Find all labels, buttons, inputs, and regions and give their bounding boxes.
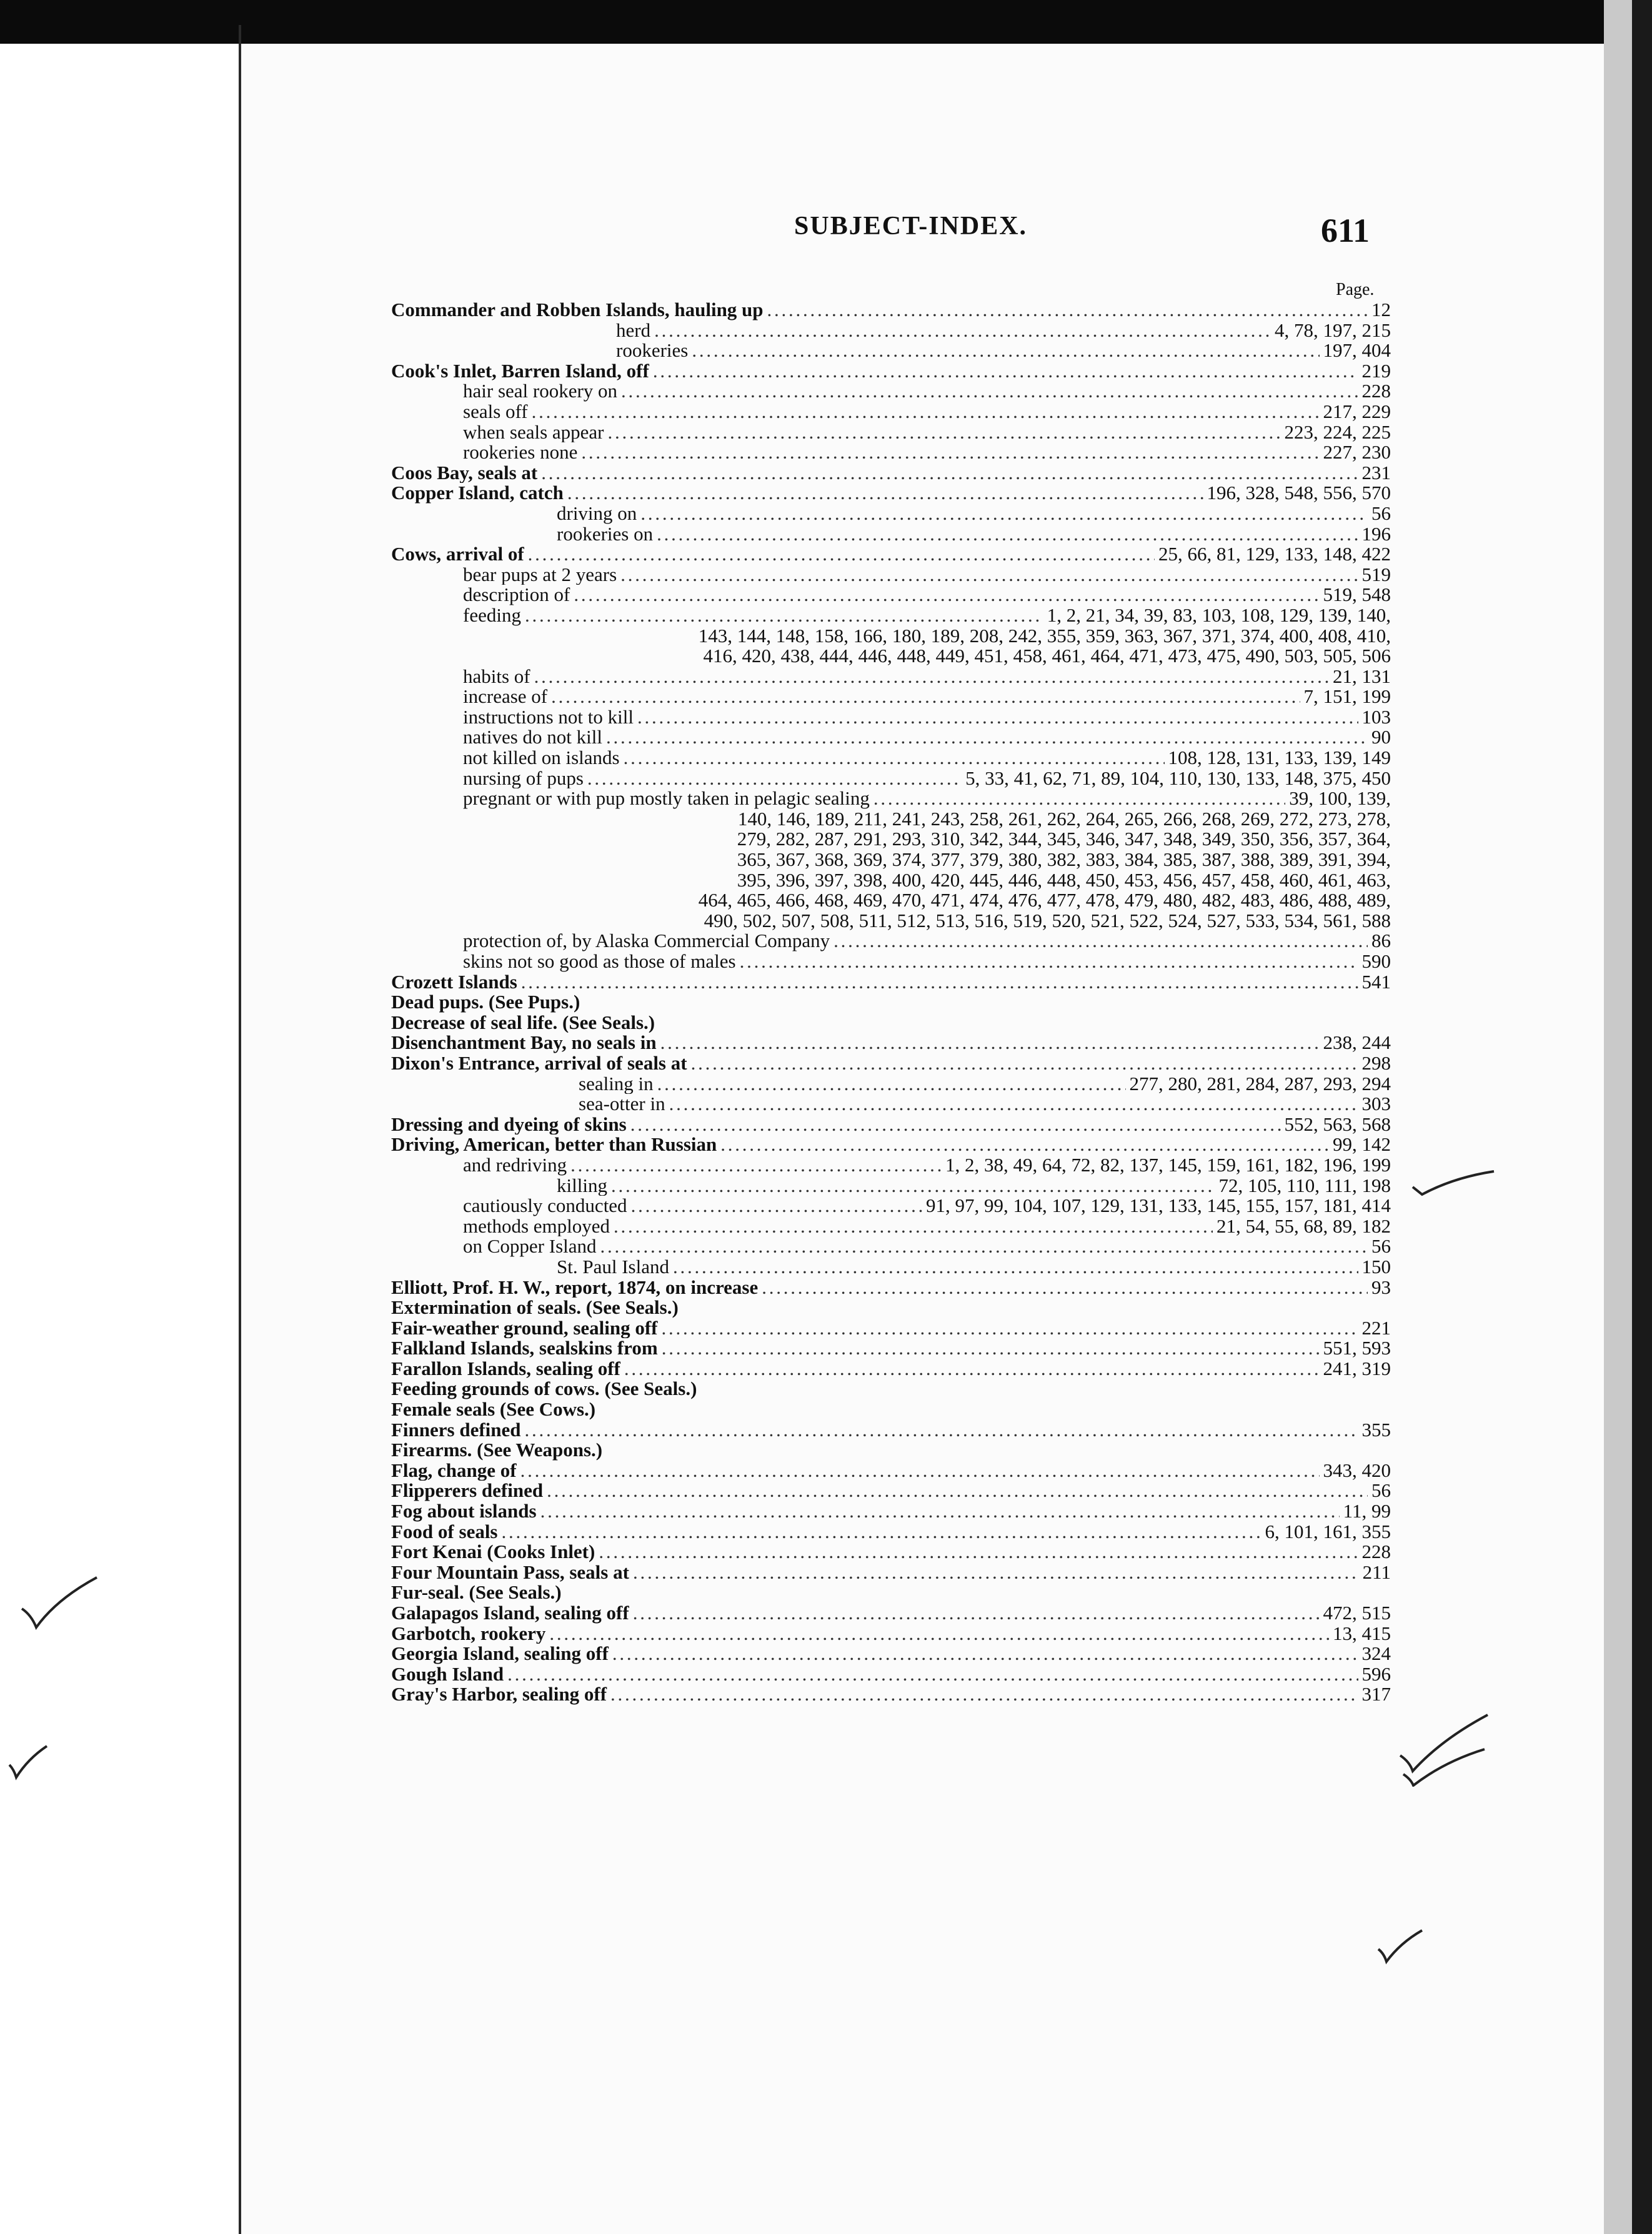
- dot-leader: [630, 1115, 1281, 1134]
- index-entry: [391, 565, 1391, 585]
- entry-heading: instructions not to kill: [463, 707, 634, 728]
- dot-leader: [669, 1094, 1358, 1114]
- entry-pages: 519, 548: [1323, 585, 1391, 605]
- index-entry: [391, 646, 1391, 667]
- index-entry: [391, 1582, 1391, 1603]
- index-entry: [391, 1562, 1391, 1583]
- dot-leader: [740, 951, 1358, 971]
- index-entry: [391, 504, 1391, 524]
- index-entry: [391, 1074, 1391, 1095]
- entry-heading: Dressing and dyeing of skins: [391, 1114, 627, 1135]
- entry-heading: not killed on islands: [463, 748, 620, 768]
- entry-pages: 6, 101, 161, 355: [1265, 1521, 1391, 1542]
- entry-pages: 21, 54, 55, 68, 89, 182: [1217, 1216, 1391, 1237]
- entry-heading: Dixon's Entrance, arrival of seals at: [391, 1053, 687, 1074]
- dot-leader: [525, 1420, 1358, 1440]
- entry-heading: feeding: [463, 605, 521, 626]
- entry-heading: Georgia Island, sealing off: [391, 1644, 609, 1664]
- entry-heading: Dead pups. (See Pups.): [391, 992, 580, 1013]
- index-entry: [391, 1278, 1391, 1298]
- entry-heading: Flag, change of: [391, 1460, 517, 1481]
- dot-leader: [534, 667, 1329, 687]
- index-entry: [391, 1501, 1391, 1522]
- dot-leader: [657, 1074, 1126, 1094]
- index-entry: [391, 320, 1391, 341]
- entry-pages: 39, 100, 139,: [1289, 788, 1391, 809]
- dot-leader: [624, 1359, 1320, 1379]
- index-entry: [391, 829, 1391, 850]
- index-entry: [391, 381, 1391, 402]
- entry-heading: description of: [463, 585, 570, 605]
- scan-top-border: [0, 0, 1652, 44]
- entry-pages: 56: [1371, 503, 1391, 524]
- dot-leader: [507, 1664, 1358, 1684]
- entry-pages: 196, 328, 548, 556, 570: [1207, 483, 1391, 504]
- dot-leader: [532, 402, 1320, 422]
- index-entry: [391, 687, 1391, 707]
- index-entry: [391, 1236, 1391, 1257]
- entry-pages: 196: [1361, 524, 1391, 545]
- entry-heading: Four Mountain Pass, seals at: [391, 1562, 629, 1583]
- entry-heading: Farallon Islands, sealing off: [391, 1358, 620, 1379]
- index-entry: [391, 1196, 1391, 1216]
- index-entry: [391, 300, 1391, 320]
- dot-leader: [551, 687, 1300, 707]
- entry-pages: 303: [1361, 1094, 1391, 1115]
- dot-leader: [570, 1155, 942, 1175]
- entry-pages-continued: 140, 146, 189, 211, 241, 243, 258, 261, 262, 264, 265, 266, 268, 269, 272, 273, 278,: [737, 808, 1391, 830]
- index-entry: [391, 1542, 1391, 1562]
- entry-heading: sealing in: [579, 1073, 654, 1095]
- entry-heading: Female seals (See Cows.): [391, 1399, 596, 1420]
- index-entry: [391, 870, 1391, 891]
- entry-heading: Fur-seal. (See Seals.): [391, 1582, 562, 1603]
- entry-heading: Food of seals: [391, 1521, 498, 1542]
- entry-pages: 343, 420: [1323, 1460, 1391, 1481]
- entry-pages: 7, 151, 199: [1303, 687, 1391, 707]
- entry-heading: natives do not kill: [463, 727, 603, 748]
- index-entry: [391, 483, 1391, 504]
- dot-leader: [637, 707, 1358, 727]
- entry-heading: Extermination of seals. (See Seals.): [391, 1298, 679, 1318]
- entry-heading: and redriving: [463, 1154, 567, 1176]
- dot-leader: [606, 727, 1368, 747]
- handwritten-check-mark-icon: [6, 1743, 50, 1780]
- entry-pages: 72, 105, 110, 111, 198: [1218, 1175, 1391, 1196]
- dot-leader: [873, 788, 1285, 808]
- index-entry: [391, 1624, 1391, 1644]
- entry-heading: Falkland Islands, sealskins from: [391, 1338, 658, 1359]
- entry-heading: seals off: [463, 401, 528, 422]
- entry-heading: Elliott, Prof. H. W., report, 1874, on increase: [391, 1277, 759, 1298]
- dot-leader: [528, 544, 1155, 564]
- handwritten-check-mark-icon: [1397, 1712, 1491, 1787]
- dot-leader: [640, 504, 1368, 524]
- index-entry: [391, 768, 1391, 789]
- index-entry: [391, 707, 1391, 728]
- index-entry: [391, 524, 1391, 545]
- index-entry: [391, 727, 1391, 748]
- index-entry: [391, 1420, 1391, 1441]
- index-entry: [391, 1134, 1391, 1155]
- entry-pages: 219: [1361, 360, 1391, 382]
- entry-heading: Finners defined: [391, 1419, 521, 1441]
- entry-pages: 317: [1361, 1684, 1391, 1705]
- entry-heading: skins not so good as those of males: [463, 951, 736, 972]
- index-entry: [391, 1481, 1391, 1501]
- entry-heading: rookeries none: [463, 442, 578, 463]
- entry-heading: Cows, arrival of: [391, 544, 524, 565]
- index-entry: [391, 931, 1391, 951]
- entry-heading: Feeding grounds of cows. (See Seals.): [391, 1379, 697, 1400]
- entry-pages: 596: [1361, 1664, 1391, 1685]
- entry-heading: protection of, by Alaska Commercial Company: [463, 931, 830, 951]
- dot-leader: [673, 1257, 1358, 1277]
- index-entries: [391, 300, 1391, 1705]
- entry-pages: 228: [1361, 1542, 1391, 1562]
- entry-pages: 99, 142: [1333, 1134, 1391, 1155]
- entry-heading: sea-otter in: [579, 1094, 665, 1115]
- handwritten-check-mark-icon: [1410, 1168, 1497, 1199]
- entry-heading: rookeries on: [557, 524, 654, 545]
- entry-pages: 103: [1361, 707, 1391, 728]
- entry-pages-continued: 490, 502, 507, 508, 511, 512, 513, 516, 519, 520, 521, 522, 524, 527, 533, 534, 561, 588: [704, 910, 1391, 931]
- index-entry: [391, 1298, 1391, 1318]
- dot-leader: [587, 768, 962, 788]
- entry-heading: Gray's Harbor, sealing off: [391, 1684, 607, 1705]
- index-entry: [391, 951, 1391, 972]
- index-entry: [391, 1318, 1391, 1339]
- index-page: [241, 44, 1604, 2234]
- dot-leader: [567, 483, 1203, 503]
- entry-pages: 238, 244: [1323, 1033, 1391, 1053]
- page-header: [241, 211, 1604, 261]
- entry-heading: killing: [557, 1175, 607, 1196]
- entry-pages: 91, 97, 99, 104, 107, 129, 131, 133, 145, 155, 157, 181, 414: [926, 1196, 1391, 1216]
- index-entry: [391, 1115, 1391, 1135]
- page-number: 611: [1321, 212, 1370, 249]
- index-entry: [391, 442, 1391, 463]
- entry-pages: 277, 280, 281, 284, 287, 293, 294: [1129, 1073, 1391, 1095]
- entry-pages: 324: [1361, 1644, 1391, 1664]
- dot-leader: [653, 361, 1358, 381]
- index-entry: [391, 972, 1391, 993]
- entry-heading: Fog about islands: [391, 1501, 537, 1522]
- dot-leader: [574, 585, 1319, 605]
- entry-pages: 197, 404: [1323, 340, 1391, 361]
- entry-heading: Decrease of seal life. (See Seals.): [391, 1012, 655, 1033]
- entry-pages: 519: [1361, 564, 1391, 585]
- index-entry: [391, 1379, 1391, 1399]
- entry-heading: Gough Island: [391, 1664, 504, 1685]
- dot-leader: [720, 1134, 1329, 1154]
- entry-heading: on Copper Island: [463, 1236, 597, 1257]
- index-entry: [391, 1644, 1391, 1664]
- entry-heading: hair seal rookery on: [463, 381, 618, 402]
- dot-leader: [620, 565, 1358, 585]
- entry-heading: habits of: [463, 666, 530, 687]
- index-entry: [391, 463, 1391, 484]
- index-entry: [391, 340, 1391, 361]
- entry-pages-continued: 416, 420, 438, 444, 446, 448, 449, 451, 458, 461, 464, 471, 473, 475, 490, 503, 505, 506: [703, 646, 1391, 667]
- handwritten-check-mark-icon: [1375, 1927, 1425, 1965]
- dot-leader: [610, 1684, 1358, 1704]
- entry-heading: herd: [616, 320, 651, 341]
- scan-right-border: [1632, 0, 1652, 2234]
- index-entry: [391, 1603, 1391, 1624]
- dot-leader: [525, 605, 1043, 625]
- handwritten-check-mark-icon: [19, 1574, 100, 1631]
- entry-heading: Copper Island, catch: [391, 483, 564, 504]
- dot-leader: [520, 1461, 1320, 1481]
- dot-leader: [833, 931, 1368, 951]
- entry-heading: Firearms. (See Weapons.): [391, 1440, 603, 1461]
- entry-pages: 355: [1361, 1419, 1391, 1441]
- entry-pages: 228: [1361, 381, 1391, 402]
- index-entry: [391, 1522, 1391, 1542]
- dot-leader: [540, 1501, 1340, 1521]
- facing-page-margin: [0, 44, 187, 2234]
- dot-leader: [600, 1236, 1368, 1256]
- scan-right-shadow-light: [1604, 0, 1632, 2234]
- entry-heading: Coos Bay, seals at: [391, 462, 538, 484]
- dot-leader: [611, 1176, 1215, 1196]
- entry-pages: 590: [1361, 951, 1391, 972]
- index-entry: [391, 850, 1391, 870]
- entry-heading: bear pups at 2 years: [463, 564, 617, 585]
- dot-leader: [633, 1603, 1320, 1623]
- index-entry: [391, 1155, 1391, 1176]
- entry-pages-continued: 279, 282, 287, 291, 293, 310, 342, 344, 345, 346, 347, 348, 349, 350, 356, 357, 364,: [737, 829, 1391, 850]
- index-entry: [391, 992, 1391, 1013]
- entry-pages: 227, 230: [1323, 442, 1391, 463]
- dot-leader: [692, 340, 1319, 360]
- entry-pages: 241, 319: [1323, 1358, 1391, 1379]
- dot-leader: [654, 320, 1271, 340]
- index-entry: [391, 1176, 1391, 1196]
- index-entry: [391, 1257, 1391, 1278]
- entry-heading: Driving, American, better than Russian: [391, 1134, 717, 1155]
- index-entry: [391, 1684, 1391, 1705]
- index-entry: [391, 1053, 1391, 1074]
- entry-heading: when seals appear: [463, 422, 604, 443]
- dot-leader: [614, 1216, 1213, 1236]
- entry-heading: Disenchantment Bay, no seals in: [391, 1033, 657, 1053]
- index-entry: [391, 422, 1391, 443]
- entry-heading: cautiously conducted: [463, 1196, 627, 1216]
- dot-leader: [581, 442, 1319, 462]
- dot-leader: [660, 1033, 1320, 1053]
- entry-pages: 1, 2, 38, 49, 64, 72, 82, 137, 145, 159, 161, 182, 196, 199: [945, 1154, 1391, 1176]
- entry-heading: Garbotch, rookery: [391, 1623, 546, 1644]
- entry-pages: 13, 415: [1333, 1623, 1391, 1644]
- entry-pages: 551, 593: [1323, 1338, 1391, 1359]
- entry-pages: 4, 78, 197, 215: [1275, 320, 1391, 341]
- dot-leader: [612, 1644, 1358, 1664]
- dot-leader: [599, 1542, 1358, 1562]
- entry-pages: 21, 131: [1333, 666, 1391, 687]
- entry-pages: 5, 33, 41, 62, 71, 89, 104, 110, 130, 133, 148, 375, 450: [965, 768, 1391, 789]
- entry-pages: 472, 515: [1323, 1603, 1391, 1624]
- index-entry: [391, 1461, 1391, 1481]
- dot-leader: [502, 1522, 1261, 1542]
- index-entry: [391, 1664, 1391, 1685]
- index-entry: [391, 1013, 1391, 1033]
- entry-pages: 90: [1371, 727, 1391, 748]
- index-entry: [391, 1216, 1391, 1237]
- entry-pages: 108, 128, 131, 133, 139, 149: [1168, 748, 1391, 768]
- entry-heading: Flipperers defined: [391, 1481, 544, 1502]
- entry-pages: 298: [1361, 1053, 1391, 1074]
- index-entry: [391, 748, 1391, 768]
- dot-leader: [762, 1278, 1368, 1298]
- index-entry: [391, 1359, 1391, 1379]
- entry-pages: 552, 563, 568: [1284, 1114, 1391, 1135]
- index-entry: [391, 626, 1391, 647]
- entry-pages: 223, 224, 225: [1284, 422, 1391, 443]
- entry-pages: 11, 99: [1343, 1501, 1391, 1522]
- entry-heading: Fair-weather ground, sealing off: [391, 1318, 658, 1339]
- index-entry: [391, 890, 1391, 911]
- entry-heading: methods employed: [463, 1216, 610, 1237]
- entry-pages: 217, 229: [1323, 401, 1391, 422]
- page-column-label: Page.: [1336, 280, 1375, 299]
- dot-leader: [521, 972, 1358, 992]
- entry-pages: 12: [1371, 300, 1391, 320]
- entry-pages: 211: [1362, 1562, 1391, 1583]
- entry-pages: 56: [1371, 1236, 1391, 1257]
- index-entry: [391, 1033, 1391, 1053]
- entry-pages: 56: [1371, 1481, 1391, 1502]
- entry-pages-continued: 365, 367, 368, 369, 374, 377, 379, 380, 382, 383, 384, 385, 387, 388, 389, 391, 394,: [737, 850, 1391, 870]
- entry-pages: 221: [1361, 1318, 1391, 1339]
- index-entry: [391, 911, 1391, 931]
- index-entry: [391, 544, 1391, 565]
- dot-leader: [767, 300, 1368, 320]
- dot-leader: [624, 748, 1165, 768]
- index-entry: [391, 605, 1391, 626]
- index-entry: [391, 788, 1391, 809]
- dot-leader: [657, 524, 1358, 544]
- entry-pages: 25, 66, 81, 129, 133, 148, 422: [1158, 544, 1391, 565]
- entry-heading: nursing of pups: [463, 768, 584, 789]
- entry-pages: 86: [1371, 931, 1391, 951]
- index-entry: [391, 1338, 1391, 1359]
- running-title: SUBJECT-INDEX.: [794, 212, 1028, 241]
- index-entry: [391, 1399, 1391, 1420]
- entry-heading: increase of: [463, 687, 548, 707]
- dot-leader: [691, 1053, 1358, 1073]
- index-entry: [391, 585, 1391, 605]
- index-entry: [391, 402, 1391, 422]
- entry-heading: pregnant or with pup mostly taken in pelagic sealing: [463, 788, 870, 809]
- dot-leader: [631, 1196, 922, 1216]
- dot-leader: [547, 1481, 1368, 1501]
- dot-leader: [608, 422, 1281, 442]
- dot-leader: [541, 463, 1358, 483]
- entry-pages-continued: 395, 396, 397, 398, 400, 420, 445, 446, 448, 450, 453, 456, 457, 458, 460, 461, 463,: [737, 870, 1391, 891]
- dot-leader: [662, 1338, 1320, 1358]
- entry-pages: 93: [1371, 1277, 1391, 1298]
- entry-heading: St. Paul Island: [557, 1256, 669, 1278]
- entry-heading: Cook's Inlet, Barren Island, off: [391, 360, 649, 382]
- entry-pages: 150: [1361, 1256, 1391, 1278]
- index-entry: [391, 1094, 1391, 1115]
- entry-heading: Crozett Islands: [391, 971, 517, 993]
- dot-leader: [633, 1562, 1359, 1582]
- index-entry: [391, 809, 1391, 830]
- entry-pages-continued: 464, 465, 466, 468, 469, 470, 471, 474, 476, 477, 478, 479, 480, 482, 483, 486, 488, 489,: [698, 890, 1391, 911]
- entry-pages: 231: [1361, 462, 1391, 484]
- index-entry: [391, 361, 1391, 382]
- index-entry: [391, 1440, 1391, 1461]
- dot-leader: [662, 1318, 1358, 1338]
- entry-heading: Fort Kenai (Cooks Inlet): [391, 1542, 595, 1562]
- entry-pages: 1, 2, 21, 34, 39, 83, 103, 108, 129, 139, 140,: [1047, 605, 1391, 626]
- dot-leader: [621, 381, 1358, 401]
- entry-heading: rookeries: [616, 340, 689, 361]
- entry-pages-continued: 143, 144, 148, 158, 166, 180, 189, 208, 242, 355, 359, 363, 367, 371, 374, 400, 408, 410,: [698, 625, 1391, 647]
- entry-heading: Commander and Robben Islands, hauling up: [391, 300, 764, 320]
- entry-pages: 541: [1361, 971, 1391, 993]
- entry-heading: Galapagos Island, sealing off: [391, 1603, 629, 1624]
- dot-leader: [549, 1624, 1329, 1644]
- entry-heading: driving on: [557, 503, 637, 524]
- index-entry: [391, 667, 1391, 687]
